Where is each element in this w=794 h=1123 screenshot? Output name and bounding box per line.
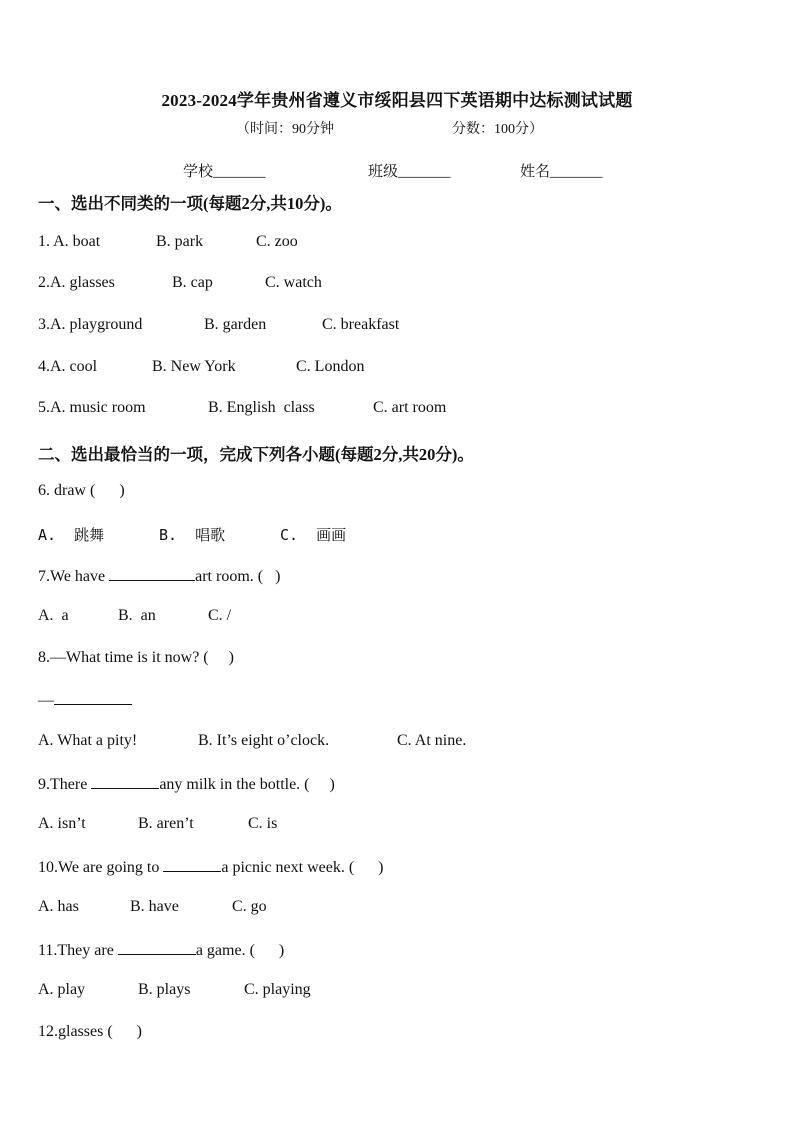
question-5-option-a: 5.A. music room [38,399,146,416]
question-10-blank [163,857,221,872]
question-7-stem [38,566,280,586]
question-9-blank [91,774,159,789]
question-5-option-b: B. English class [208,399,315,416]
section-two-heading: 二、选出最恰当的一项，完成下列各小题(每题2分,共20分)。 [38,445,474,464]
question-6-option-a: A. 跳舞 [38,526,105,544]
question-7-text-pre: 7.We have [38,568,110,585]
question-9-stem [38,774,335,794]
question-3-option-a: 3.A. playground [38,316,143,333]
page-title: 2023-2024学年贵州省遵义市绥阳县四下英语期中达标测试试题 [161,91,633,110]
exam-time: （时间：90分钟 [236,122,334,137]
question-8-answer-line [38,690,132,710]
question-1-option-b: B. park [156,233,204,250]
question-7-option-a: A. a [38,607,69,624]
question-6-option-c: C. 画画 [280,526,347,544]
question-10-text-post: a picnic next week. ( ) [221,859,384,876]
question-11-option-a: A. play [38,981,86,998]
question-3-option-b: B. garden [204,316,267,333]
question-9-option-b: B. aren’t [138,815,194,832]
question-4-option-a: 4.A. cool [38,358,98,375]
question-8-stem: 8.—What time is it now? ( ) [38,649,234,666]
question-10-text-pre: 10.We are going to [38,859,164,876]
question-11-text-post: a game. ( ) [195,942,285,959]
question-11-option-b: B. plays [138,981,191,998]
question-5-option-c: C. art room [373,399,447,416]
question-2-option-b: B. cap [172,274,213,291]
question-10-option-a: A. has [38,898,79,915]
question-1-option-c: C. zoo [256,233,298,250]
question-10-option-c: C. go [232,898,267,915]
question-9-option-a: A. isn’t [38,815,86,832]
question-4-option-c: C. London [296,358,365,375]
question-11-blank [118,940,196,955]
question-9-text-post: any milk in the bottle. ( ) [159,776,335,793]
question-2-option-a: 2.A. glasses [38,274,115,291]
question-8-blank [54,690,132,705]
question-9-text-pre: 9.There [38,776,92,793]
question-8-option-a: A. What a pity! [38,732,138,749]
question-2-option-c: C. watch [265,274,322,291]
question-8-option-b: B. It’s eight o’clock. [198,732,330,749]
question-8-option-c: C. At nine. [397,732,467,749]
question-1-option-a: 1. A. boat [38,233,101,250]
question-4-option-b: B. New York [152,358,236,375]
section-one-heading: 一、选出不同类的一项(每题2分,共10分)。 [38,194,342,213]
question-10-stem [38,857,384,877]
school-field: 学校_______ [183,164,266,180]
question-7-option-c: C. / [208,607,232,624]
question-8-dash: — [38,692,54,709]
question-11-text-pre: 11.They are [38,942,118,959]
class-field: 班级_______ [368,164,451,180]
question-6-stem: 6. draw ( ) [38,482,125,499]
exam-score: 分数：100分） [452,122,543,137]
question-12-stem: 12.glasses ( ) [38,1023,142,1040]
name-field: 姓名_______ [520,164,603,180]
question-7-text-post: art room. ( ) [195,568,281,585]
question-7-blank [109,566,195,581]
question-11-stem [38,940,284,960]
question-6-option-b: B. 唱歌 [159,526,226,544]
question-9-option-c: C. is [248,815,278,832]
question-3-option-c: C. breakfast [322,316,400,333]
question-11-option-c: C. playing [244,981,311,998]
question-7-option-b: B. an [118,607,156,624]
question-10-option-b: B. have [130,898,179,915]
